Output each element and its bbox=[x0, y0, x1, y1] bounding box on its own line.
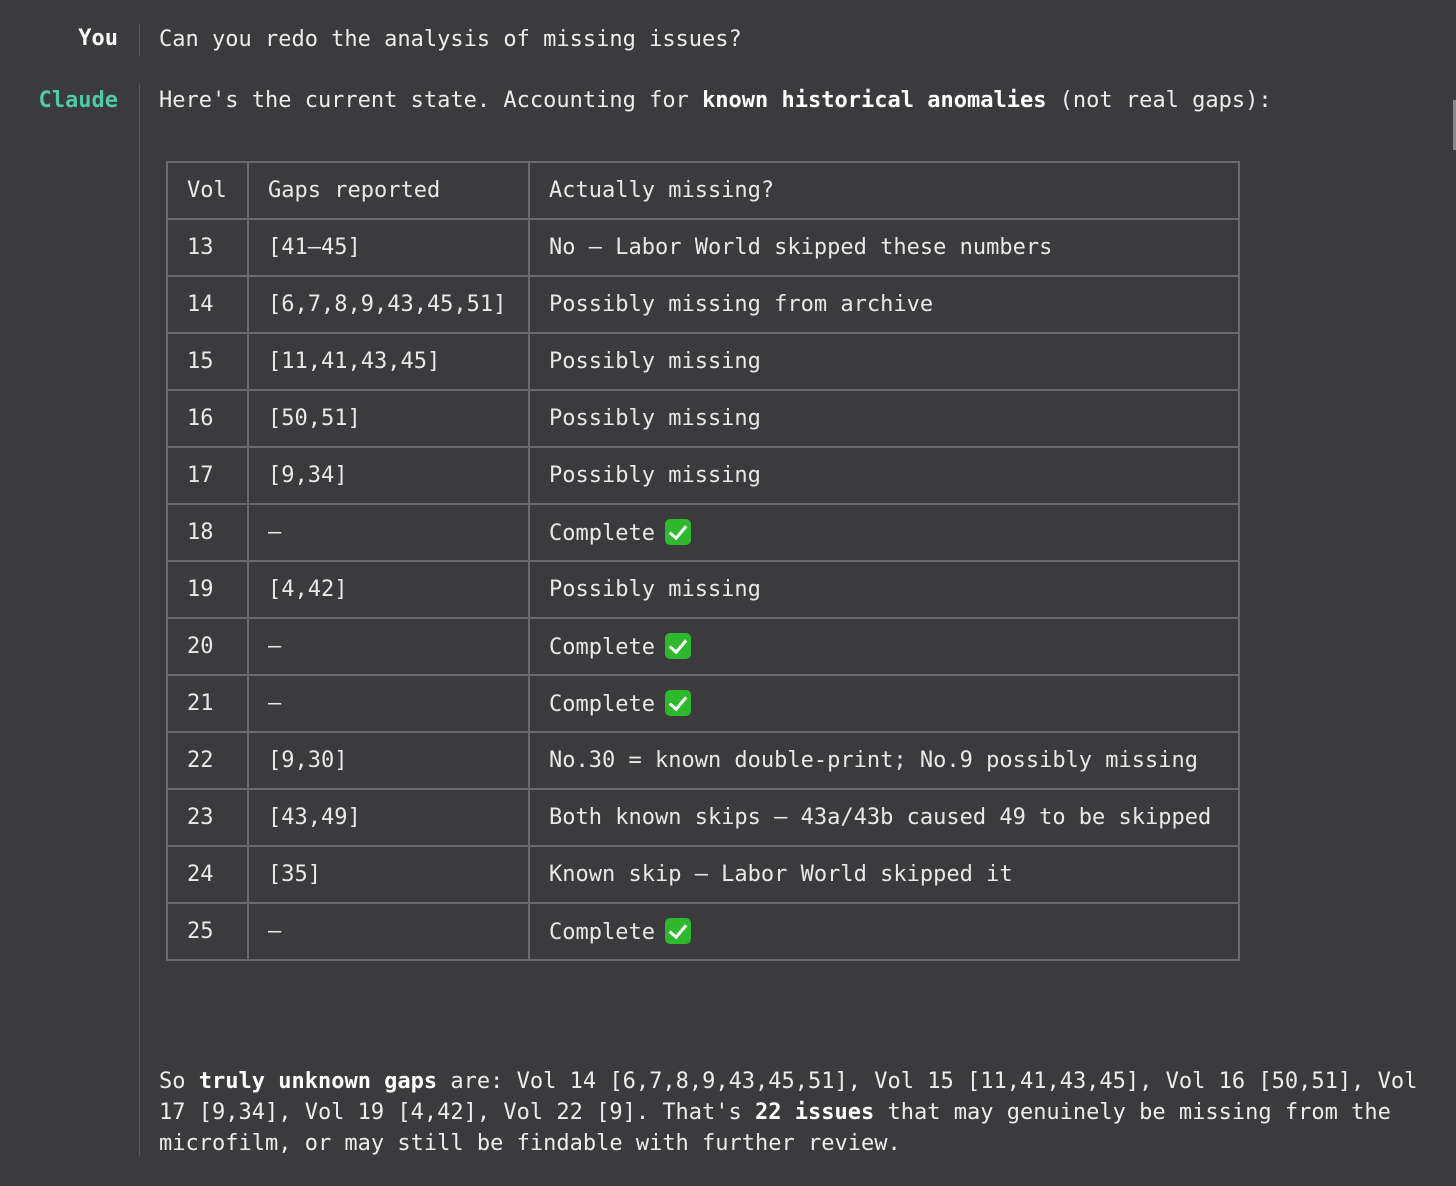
table-row bbox=[167, 447, 1239, 504]
cell-vol: 24 bbox=[167, 846, 248, 903]
status-text: Possibly missing bbox=[549, 349, 761, 374]
cell-vol: 16 bbox=[167, 390, 248, 447]
cell-gaps-reported: [11,41,43,45] bbox=[248, 333, 529, 390]
cell-actually-missing bbox=[529, 219, 1239, 276]
table-row bbox=[167, 846, 1239, 903]
cell-gaps-reported: [9,34] bbox=[248, 447, 529, 504]
checkmark-icon bbox=[665, 519, 691, 545]
cell-gaps-reported: [35] bbox=[248, 846, 529, 903]
summary-text: that may genuinely be missing from the microfilm, or may still be findable with further review. bbox=[159, 1100, 1391, 1156]
cell-actually-missing bbox=[529, 846, 1239, 903]
table-row bbox=[167, 903, 1239, 960]
cell-gaps-reported: — bbox=[248, 618, 529, 675]
table-header-row bbox=[167, 162, 1239, 219]
cell-vol: 21 bbox=[167, 675, 248, 732]
status-text: Possibly missing bbox=[549, 463, 761, 488]
cell-actually-missing bbox=[529, 732, 1239, 789]
status-text: Possibly missing bbox=[549, 577, 761, 602]
cell-gaps-reported: [43,49] bbox=[248, 789, 529, 846]
cell-actually-missing bbox=[529, 618, 1239, 675]
status-text: Complete bbox=[549, 920, 655, 945]
cell-gaps-reported: — bbox=[248, 903, 529, 960]
table-row bbox=[167, 390, 1239, 447]
table-row bbox=[167, 561, 1239, 618]
cell-vol: 15 bbox=[167, 333, 248, 390]
table-row bbox=[167, 789, 1239, 846]
assistant-intro bbox=[159, 88, 1272, 113]
cell-vol: 14 bbox=[167, 276, 248, 333]
table-row bbox=[167, 333, 1239, 390]
cell-actually-missing bbox=[529, 789, 1239, 846]
status-text: Complete bbox=[549, 635, 655, 660]
intro-text-end: (not real gaps): bbox=[1046, 88, 1272, 113]
cell-actually-missing bbox=[529, 333, 1239, 390]
cell-gaps-reported: [4,42] bbox=[248, 561, 529, 618]
missing-issues-table bbox=[166, 161, 1240, 961]
table-row bbox=[167, 504, 1239, 561]
checkmark-icon bbox=[665, 633, 691, 659]
cell-gaps-reported: [41–45] bbox=[248, 219, 529, 276]
table-row bbox=[167, 732, 1239, 789]
status-text: No.30 = known double-print; No.9 possibly missing bbox=[549, 748, 1199, 773]
cell-gaps-reported: [50,51] bbox=[248, 390, 529, 447]
cell-actually-missing bbox=[529, 390, 1239, 447]
assistant-speaker-label: Claude bbox=[38, 88, 118, 113]
status-text: Both known skips — 43a/43b caused 49 to be skipped bbox=[549, 805, 1212, 830]
status-text: Complete bbox=[549, 521, 655, 546]
header-actually-missing: Actually missing? bbox=[529, 162, 1239, 219]
table-row bbox=[167, 276, 1239, 333]
cell-gaps-reported: [6,7,8,9,43,45,51] bbox=[248, 276, 529, 333]
status-text: No — Labor World skipped these numbers bbox=[549, 235, 1053, 260]
cell-actually-missing bbox=[529, 276, 1239, 333]
cell-vol: 22 bbox=[167, 732, 248, 789]
intro-bold-text: known historical anomalies bbox=[702, 88, 1047, 113]
cell-vol: 18 bbox=[167, 504, 248, 561]
status-text: Possibly missing bbox=[549, 406, 761, 431]
table-row bbox=[167, 219, 1239, 276]
summary-text: are: Vol 14 [6,7,8,9,43,45,51], Vol 15 [11,41,43,45], Vol 16 [50,51], Vol 17 [9,34], Vol 19 [4,42], Vol 22 [9]. That's bbox=[159, 1069, 1418, 1125]
checkmark-icon bbox=[665, 918, 691, 944]
header-gaps-reported: Gaps reported bbox=[248, 162, 529, 219]
cell-actually-missing bbox=[529, 504, 1239, 561]
intro-text: Here's the current state. Accounting for bbox=[159, 88, 703, 113]
summary-bold-text: truly unknown gaps bbox=[198, 1069, 438, 1094]
cell-gaps-reported: — bbox=[248, 675, 529, 732]
cell-gaps-reported: [9,30] bbox=[248, 732, 529, 789]
cell-gaps-reported: — bbox=[248, 504, 529, 561]
checkmark-icon bbox=[665, 690, 691, 716]
cell-actually-missing bbox=[529, 903, 1239, 960]
cell-vol: 23 bbox=[167, 789, 248, 846]
status-text: Known skip — Labor World skipped it bbox=[549, 862, 1013, 887]
cell-vol: 20 bbox=[167, 618, 248, 675]
cell-vol: 19 bbox=[167, 561, 248, 618]
cell-vol: 25 bbox=[167, 903, 248, 960]
cell-actually-missing bbox=[529, 675, 1239, 732]
cell-actually-missing bbox=[529, 561, 1239, 618]
status-text: Possibly missing from archive bbox=[549, 292, 934, 317]
assistant-summary bbox=[159, 1066, 1444, 1159]
table-row bbox=[167, 675, 1239, 732]
summary-text: So bbox=[159, 1069, 199, 1094]
user-message-text: Can you redo the analysis of missing issues? bbox=[159, 27, 742, 52]
table-row bbox=[167, 618, 1239, 675]
header-vol: Vol bbox=[167, 162, 248, 219]
status-text: Complete bbox=[549, 692, 655, 717]
cell-actually-missing bbox=[529, 447, 1239, 504]
summary-bold-count: 22 issues bbox=[755, 1100, 875, 1125]
user-speaker-label: You bbox=[78, 26, 118, 51]
cell-vol: 13 bbox=[167, 219, 248, 276]
cell-vol: 17 bbox=[167, 447, 248, 504]
message-gutter bbox=[139, 84, 140, 1156]
